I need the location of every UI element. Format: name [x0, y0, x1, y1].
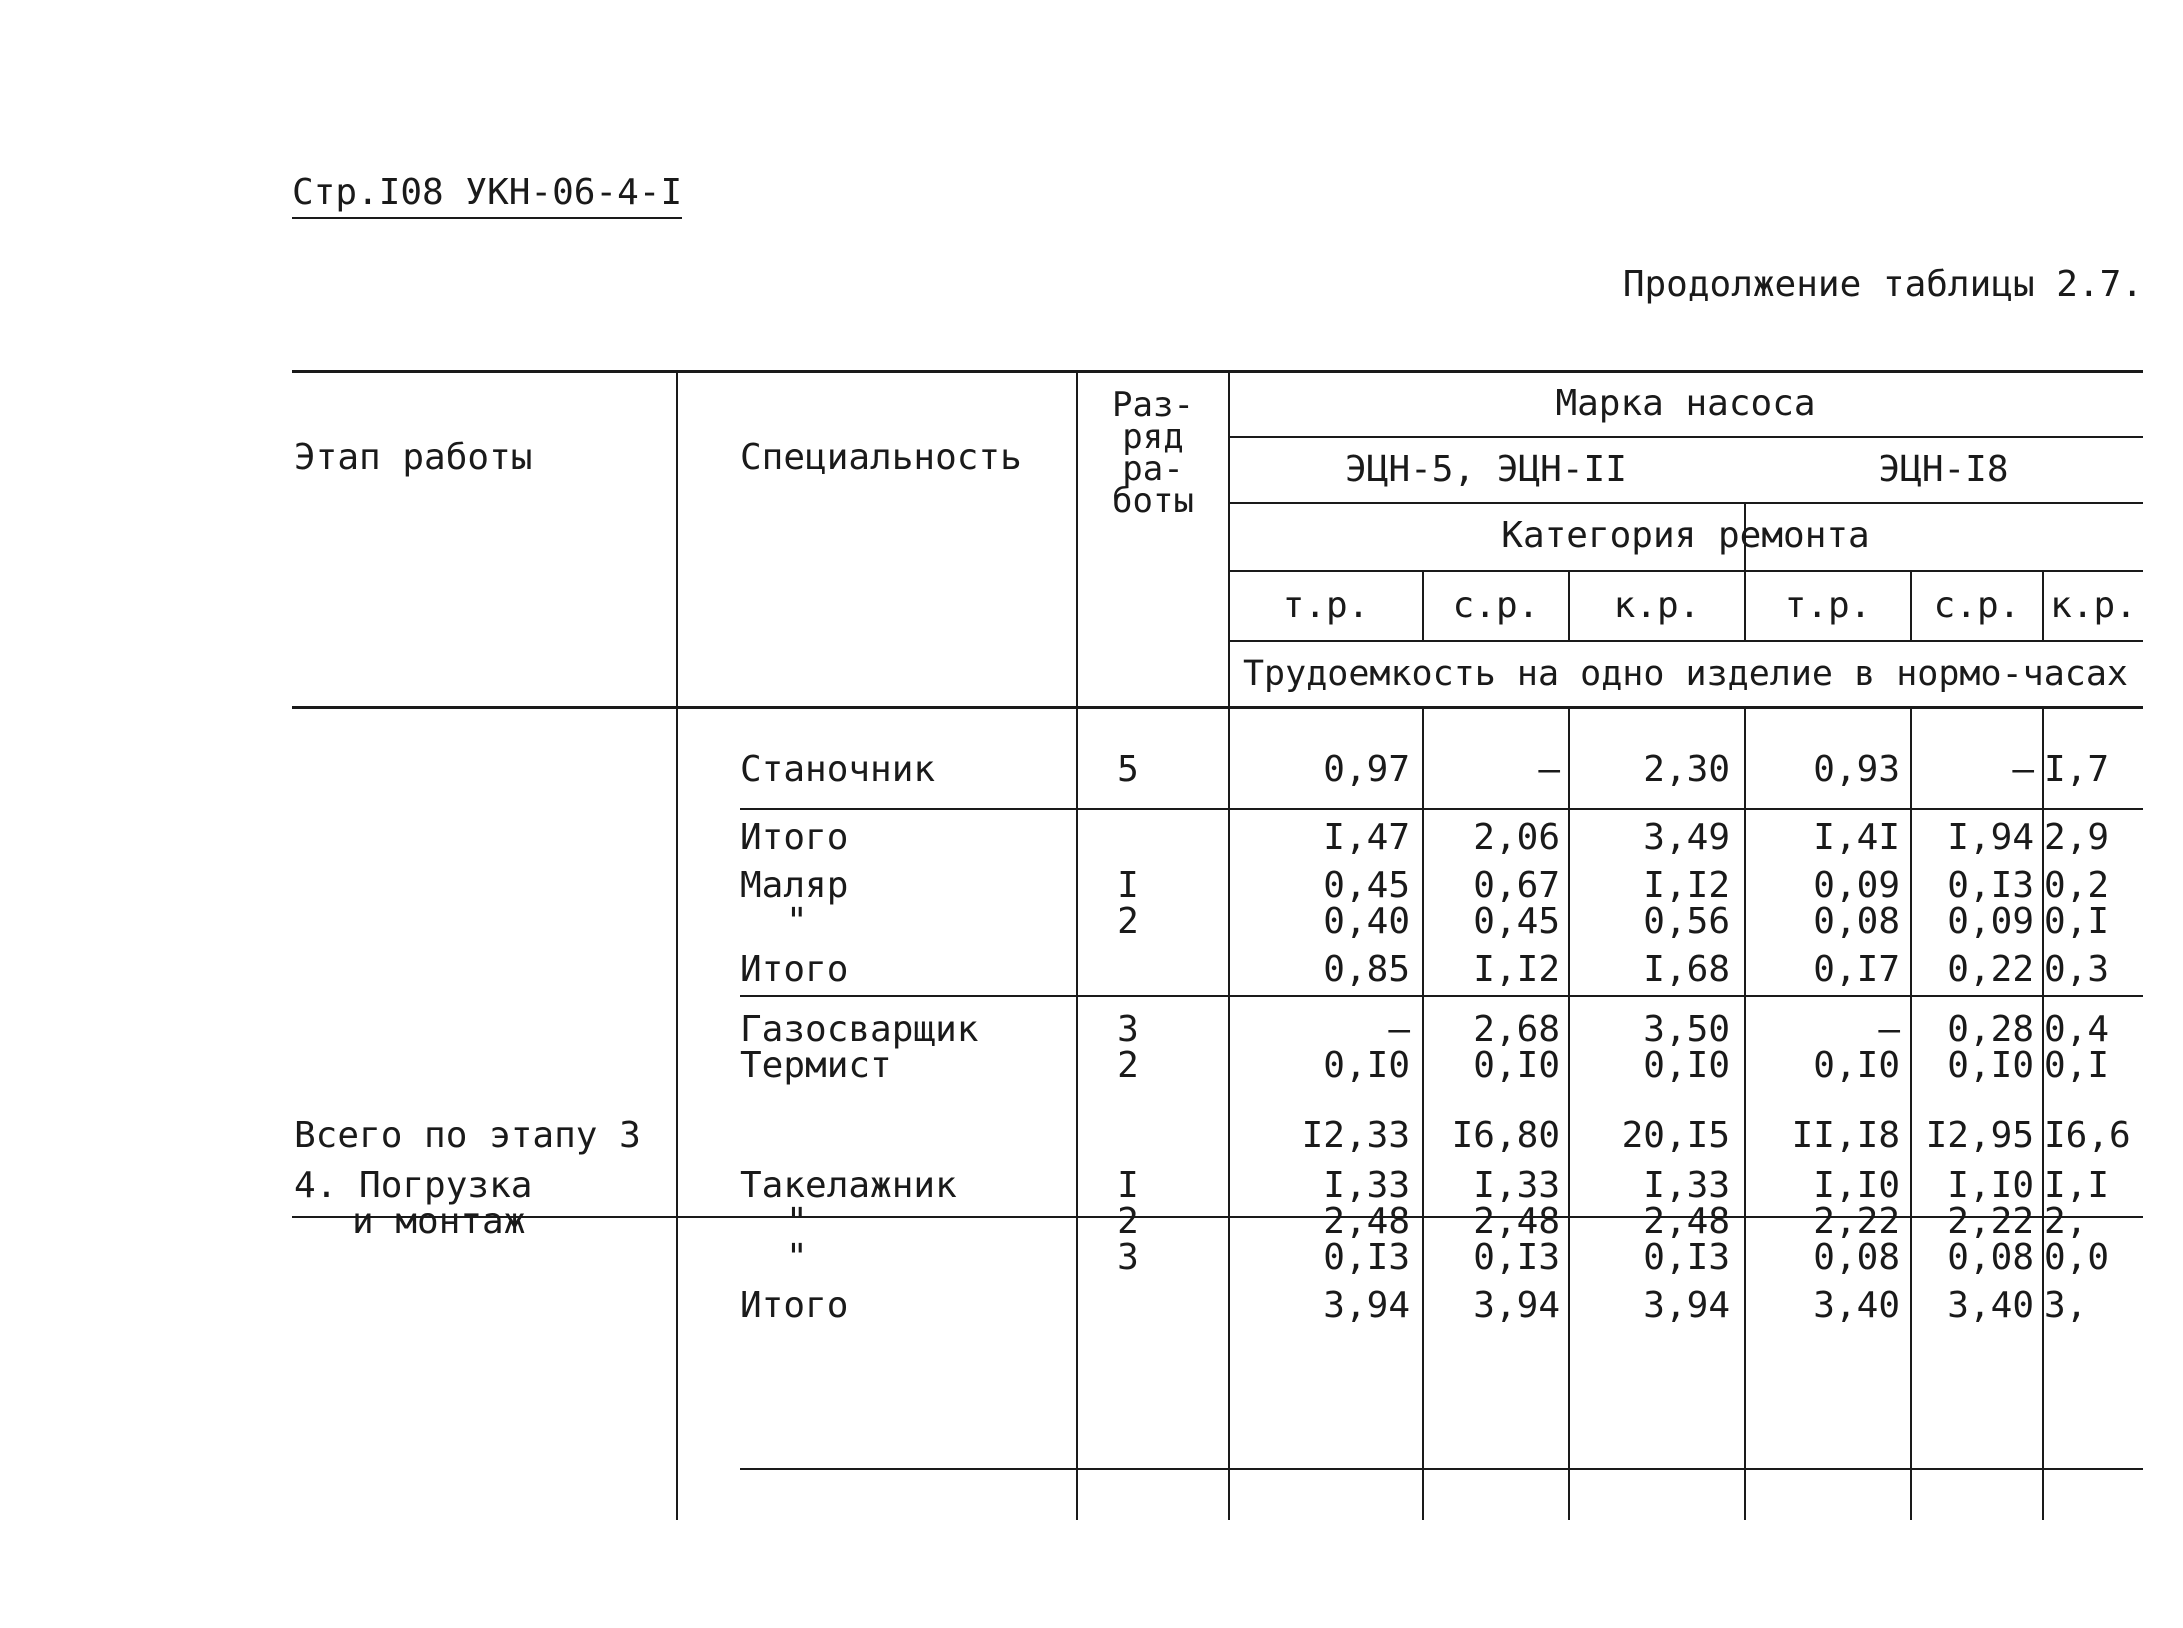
row-8-value-6: I,I: [2044, 1166, 2110, 1206]
row-6-value-2: 0,I0: [1473, 1045, 1560, 1086]
row-3-value-4: 0,08: [1813, 901, 1900, 942]
row-11-value-2: 3,94: [1473, 1285, 1560, 1326]
rule-brand: [1228, 436, 2143, 438]
row-7-value-4: II,I8: [1791, 1115, 1900, 1156]
row-9-stage: и монтаж: [352, 1201, 526, 1242]
row-5-grade: 3: [1117, 1009, 1139, 1050]
row-6-specialty: Термист: [740, 1045, 892, 1086]
row-6-value-3: 0,I0: [1643, 1045, 1730, 1086]
header-grade-3: ра-: [1122, 449, 1184, 489]
header-group-etsn5-11: ЭЦН-5, ЭЦН-II: [1345, 449, 1627, 490]
row-5-value-3: 3,50: [1643, 1009, 1730, 1050]
row-6-value-6: 0,I: [2044, 1046, 2110, 1086]
row-3-value-3: 0,56: [1643, 901, 1730, 942]
row-9-specialty: ": [786, 1201, 808, 1242]
row-11-value-3: 3,94: [1643, 1285, 1730, 1326]
row-3-specialty: ": [786, 901, 808, 942]
header-pump-brand: Марка насоса: [1555, 383, 1816, 424]
rule-row-itogo-4: [740, 1468, 2143, 1470]
row-11-value-4: 3,40: [1813, 1285, 1900, 1326]
row-10-grade: 3: [1117, 1237, 1139, 1278]
row-9-value-6: 2,: [2044, 1202, 2088, 1242]
row-2-value-5: 0,I3: [1947, 865, 2034, 906]
labor-table: [292, 370, 2143, 1520]
row-0-specialty: Станочник: [740, 749, 936, 790]
header-grade-2: ряд: [1122, 417, 1184, 457]
row-9-value-4: 2,22: [1813, 1201, 1900, 1242]
row-8-stage: 4. Погрузка: [294, 1165, 533, 1206]
row-8-value-2: I,33: [1473, 1165, 1560, 1206]
row-6-value-5: 0,I0: [1947, 1045, 2034, 1086]
row-2-grade: I: [1117, 865, 1139, 906]
row-0-grade: 5: [1117, 749, 1139, 790]
rule-category: [1228, 570, 2143, 572]
row-0-value-4: 0,93: [1813, 749, 1900, 790]
row-8-value-5: I,I0: [1947, 1165, 2034, 1206]
header-grade-4: боты: [1112, 481, 1194, 521]
table-continuation-label: Продолжение таблицы 2.7.: [1622, 264, 2143, 305]
row-3-value-5: 0,09: [1947, 901, 2034, 942]
rule-group: [1228, 502, 2143, 504]
rule-top: [292, 370, 2143, 373]
row-2-value-4: 0,09: [1813, 865, 1900, 906]
row-7-stage: Всего по этапу 3: [294, 1115, 641, 1156]
page-header: Стр.I08 УКН-06-4-I: [292, 172, 682, 219]
row-2-specialty: Маляр: [740, 865, 849, 906]
row-2-value-2: 0,67: [1473, 865, 1560, 906]
header-specialty: Специальность: [740, 437, 1022, 478]
row-6-value-1: 0,I0: [1323, 1045, 1410, 1086]
row-8-value-4: I,I0: [1813, 1165, 1900, 1206]
col-sep-specialty: [1076, 370, 1078, 1520]
row-9-value-5: 2,22: [1947, 1201, 2034, 1242]
header-repair-category: Категория ремонта: [1501, 515, 1870, 556]
row-0-value-1: 0,97: [1323, 749, 1410, 790]
row-7-value-3: 20,I5: [1621, 1115, 1730, 1156]
row-2-value-3: I,I2: [1643, 865, 1730, 906]
row-10-value-5: 0,08: [1947, 1237, 2034, 1278]
row-0-value-2: –: [1538, 749, 1560, 790]
rule-row-stanochnik: [740, 808, 2143, 810]
row-5-value-4: –: [1878, 1009, 1900, 1050]
row-10-value-4: 0,08: [1813, 1237, 1900, 1278]
header-labor: Трудоемкость на одно изделие в нормо-часах: [1242, 654, 2128, 694]
header-cat-sr-2: с.р.: [1933, 585, 2021, 626]
row-7-value-6: I6,6: [2044, 1116, 2131, 1156]
row-3-value-6: 0,I: [2044, 902, 2110, 942]
row-10-value-6: 0,0: [2044, 1238, 2110, 1278]
row-0-value-3: 2,30: [1643, 749, 1730, 790]
row-6-grade: 2: [1117, 1045, 1139, 1086]
row-1-value-1: I,47: [1323, 817, 1410, 858]
row-2-value-6: 0,2: [2044, 866, 2110, 906]
row-11-value-5: 3,40: [1947, 1285, 2034, 1326]
col-sep-stage: [676, 370, 678, 1520]
header-cat-kr-1: к.р.: [1613, 585, 1701, 626]
row-1-value-6: 2,9: [2044, 818, 2110, 858]
row-5-value-2: 2,68: [1473, 1009, 1560, 1050]
row-1-value-2: 2,06: [1473, 817, 1560, 858]
row-7-value-5: I2,95: [1925, 1115, 2034, 1156]
row-8-specialty: Такелажник: [740, 1165, 957, 1206]
row-8-grade: I: [1117, 1165, 1139, 1206]
row-1-specialty: Итого: [740, 817, 849, 858]
row-5-value-1: –: [1388, 1009, 1410, 1050]
row-8-value-3: I,33: [1643, 1165, 1730, 1206]
rule-cat-codes: [1228, 640, 2143, 642]
row-5-value-5: 0,28: [1947, 1009, 2034, 1050]
row-4-value-1: 0,85: [1323, 949, 1410, 990]
row-0-value-5: –: [2012, 749, 2034, 790]
row-8-value-1: I,33: [1323, 1165, 1410, 1206]
header-cat-kr-2: к.р.: [2050, 585, 2137, 626]
row-6-value-4: 0,I0: [1813, 1045, 1900, 1086]
row-2-value-1: 0,45: [1323, 865, 1410, 906]
row-9-value-1: 2,48: [1323, 1201, 1410, 1242]
row-4-value-6: 0,3: [2044, 950, 2110, 990]
row-9-value-2: 2,48: [1473, 1201, 1560, 1242]
row-4-value-4: 0,I7: [1813, 949, 1900, 990]
row-3-value-1: 0,40: [1323, 901, 1410, 942]
row-9-value-3: 2,48: [1643, 1201, 1730, 1242]
row-11-value-6: 3,: [2044, 1286, 2088, 1326]
row-10-value-3: 0,I3: [1643, 1237, 1730, 1278]
row-0-value-6: I,7: [2044, 750, 2110, 790]
row-5-specialty: Газосварщик: [740, 1009, 979, 1050]
row-10-value-1: 0,I3: [1323, 1237, 1410, 1278]
row-4-value-2: I,I2: [1473, 949, 1560, 990]
rule-header-bottom: [292, 706, 2143, 709]
row-9-grade: 2: [1117, 1201, 1139, 1242]
header-group-etsn18: ЭЦН-I8: [1878, 449, 2009, 490]
row-10-specialty: ": [786, 1237, 808, 1278]
row-1-value-4: I,4I: [1813, 817, 1900, 858]
row-11-specialty: Итого: [740, 1285, 849, 1326]
row-3-grade: 2: [1117, 901, 1139, 942]
row-3-value-2: 0,45: [1473, 901, 1560, 942]
header-cat-sr-1: с.р.: [1452, 585, 1540, 626]
header-cat-tr-2: т.р.: [1784, 585, 1872, 626]
header-cat-tr-1: т.р.: [1282, 585, 1370, 626]
rule-row-itogo-2: [740, 995, 2143, 997]
row-4-value-5: 0,22: [1947, 949, 2034, 990]
row-1-value-3: 3,49: [1643, 817, 1730, 858]
row-1-value-5: I,94: [1947, 817, 2034, 858]
row-5-value-6: 0,4: [2044, 1010, 2110, 1050]
row-7-value-1: I2,33: [1301, 1115, 1410, 1156]
row-11-value-1: 3,94: [1323, 1285, 1410, 1326]
header-grade-1: Раз-: [1112, 385, 1194, 425]
row-4-specialty: Итого: [740, 949, 849, 990]
row-7-value-2: I6,80: [1451, 1115, 1560, 1156]
row-10-value-2: 0,I3: [1473, 1237, 1560, 1278]
row-4-value-3: I,68: [1643, 949, 1730, 990]
header-stage: Этап работы: [294, 437, 533, 478]
